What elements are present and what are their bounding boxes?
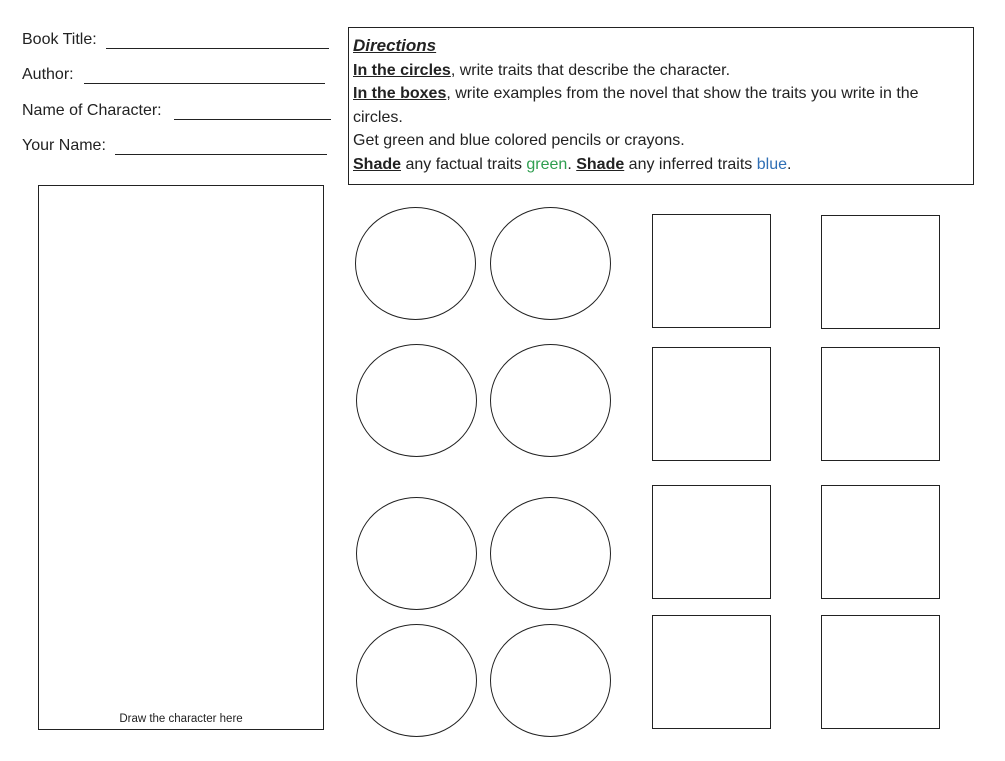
example-box[interactable] xyxy=(821,347,940,461)
directions-line-shade: Shade any factual traits green. Shade any inferred traits blue. xyxy=(353,155,792,173)
example-box[interactable] xyxy=(652,214,771,328)
trait-circle[interactable] xyxy=(356,624,477,737)
example-box[interactable] xyxy=(652,615,771,729)
character-name-line[interactable] xyxy=(174,119,331,120)
example-box[interactable] xyxy=(821,485,940,599)
trait-circle[interactable] xyxy=(356,497,477,610)
your-name-field[interactable] xyxy=(22,136,106,156)
your-name-line[interactable] xyxy=(115,154,327,155)
author-line[interactable] xyxy=(84,83,325,84)
directions-line-boxes: In the boxes, write examples from the novel that show the traits you write in the xyxy=(353,85,919,103)
example-box[interactable] xyxy=(652,485,771,599)
trait-circle[interactable] xyxy=(490,344,611,457)
character-name-field[interactable] xyxy=(22,101,162,121)
example-box[interactable] xyxy=(652,347,771,461)
example-box[interactable] xyxy=(821,215,940,329)
directions-line-circles-cont: circles. xyxy=(353,108,403,126)
drawing-area-label: Draw the character here xyxy=(119,713,243,725)
your-name-label: Your Name: xyxy=(22,137,106,154)
book-title-line[interactable] xyxy=(106,48,329,49)
character-name-label: Name of Character: xyxy=(22,102,162,119)
trait-circle[interactable] xyxy=(490,207,611,320)
trait-circle[interactable] xyxy=(356,344,477,457)
trait-circle[interactable] xyxy=(490,624,611,737)
book-title-label: Book Title: xyxy=(22,31,97,48)
directions-line-pencils: Get green and blue colored pencils or crayons. xyxy=(353,132,685,150)
trait-circle[interactable] xyxy=(490,497,611,610)
book-title-field[interactable] xyxy=(22,30,97,50)
directions-line-circles: In the circles, write traits that describe the character. xyxy=(353,61,731,79)
directions-box xyxy=(348,27,974,185)
author-label: Author: xyxy=(22,66,74,83)
example-box[interactable] xyxy=(821,615,940,729)
directions-heading: Directions xyxy=(353,36,437,55)
character-drawing-box[interactable] xyxy=(38,185,324,730)
author-field[interactable] xyxy=(22,65,74,85)
trait-circle[interactable] xyxy=(355,207,476,320)
